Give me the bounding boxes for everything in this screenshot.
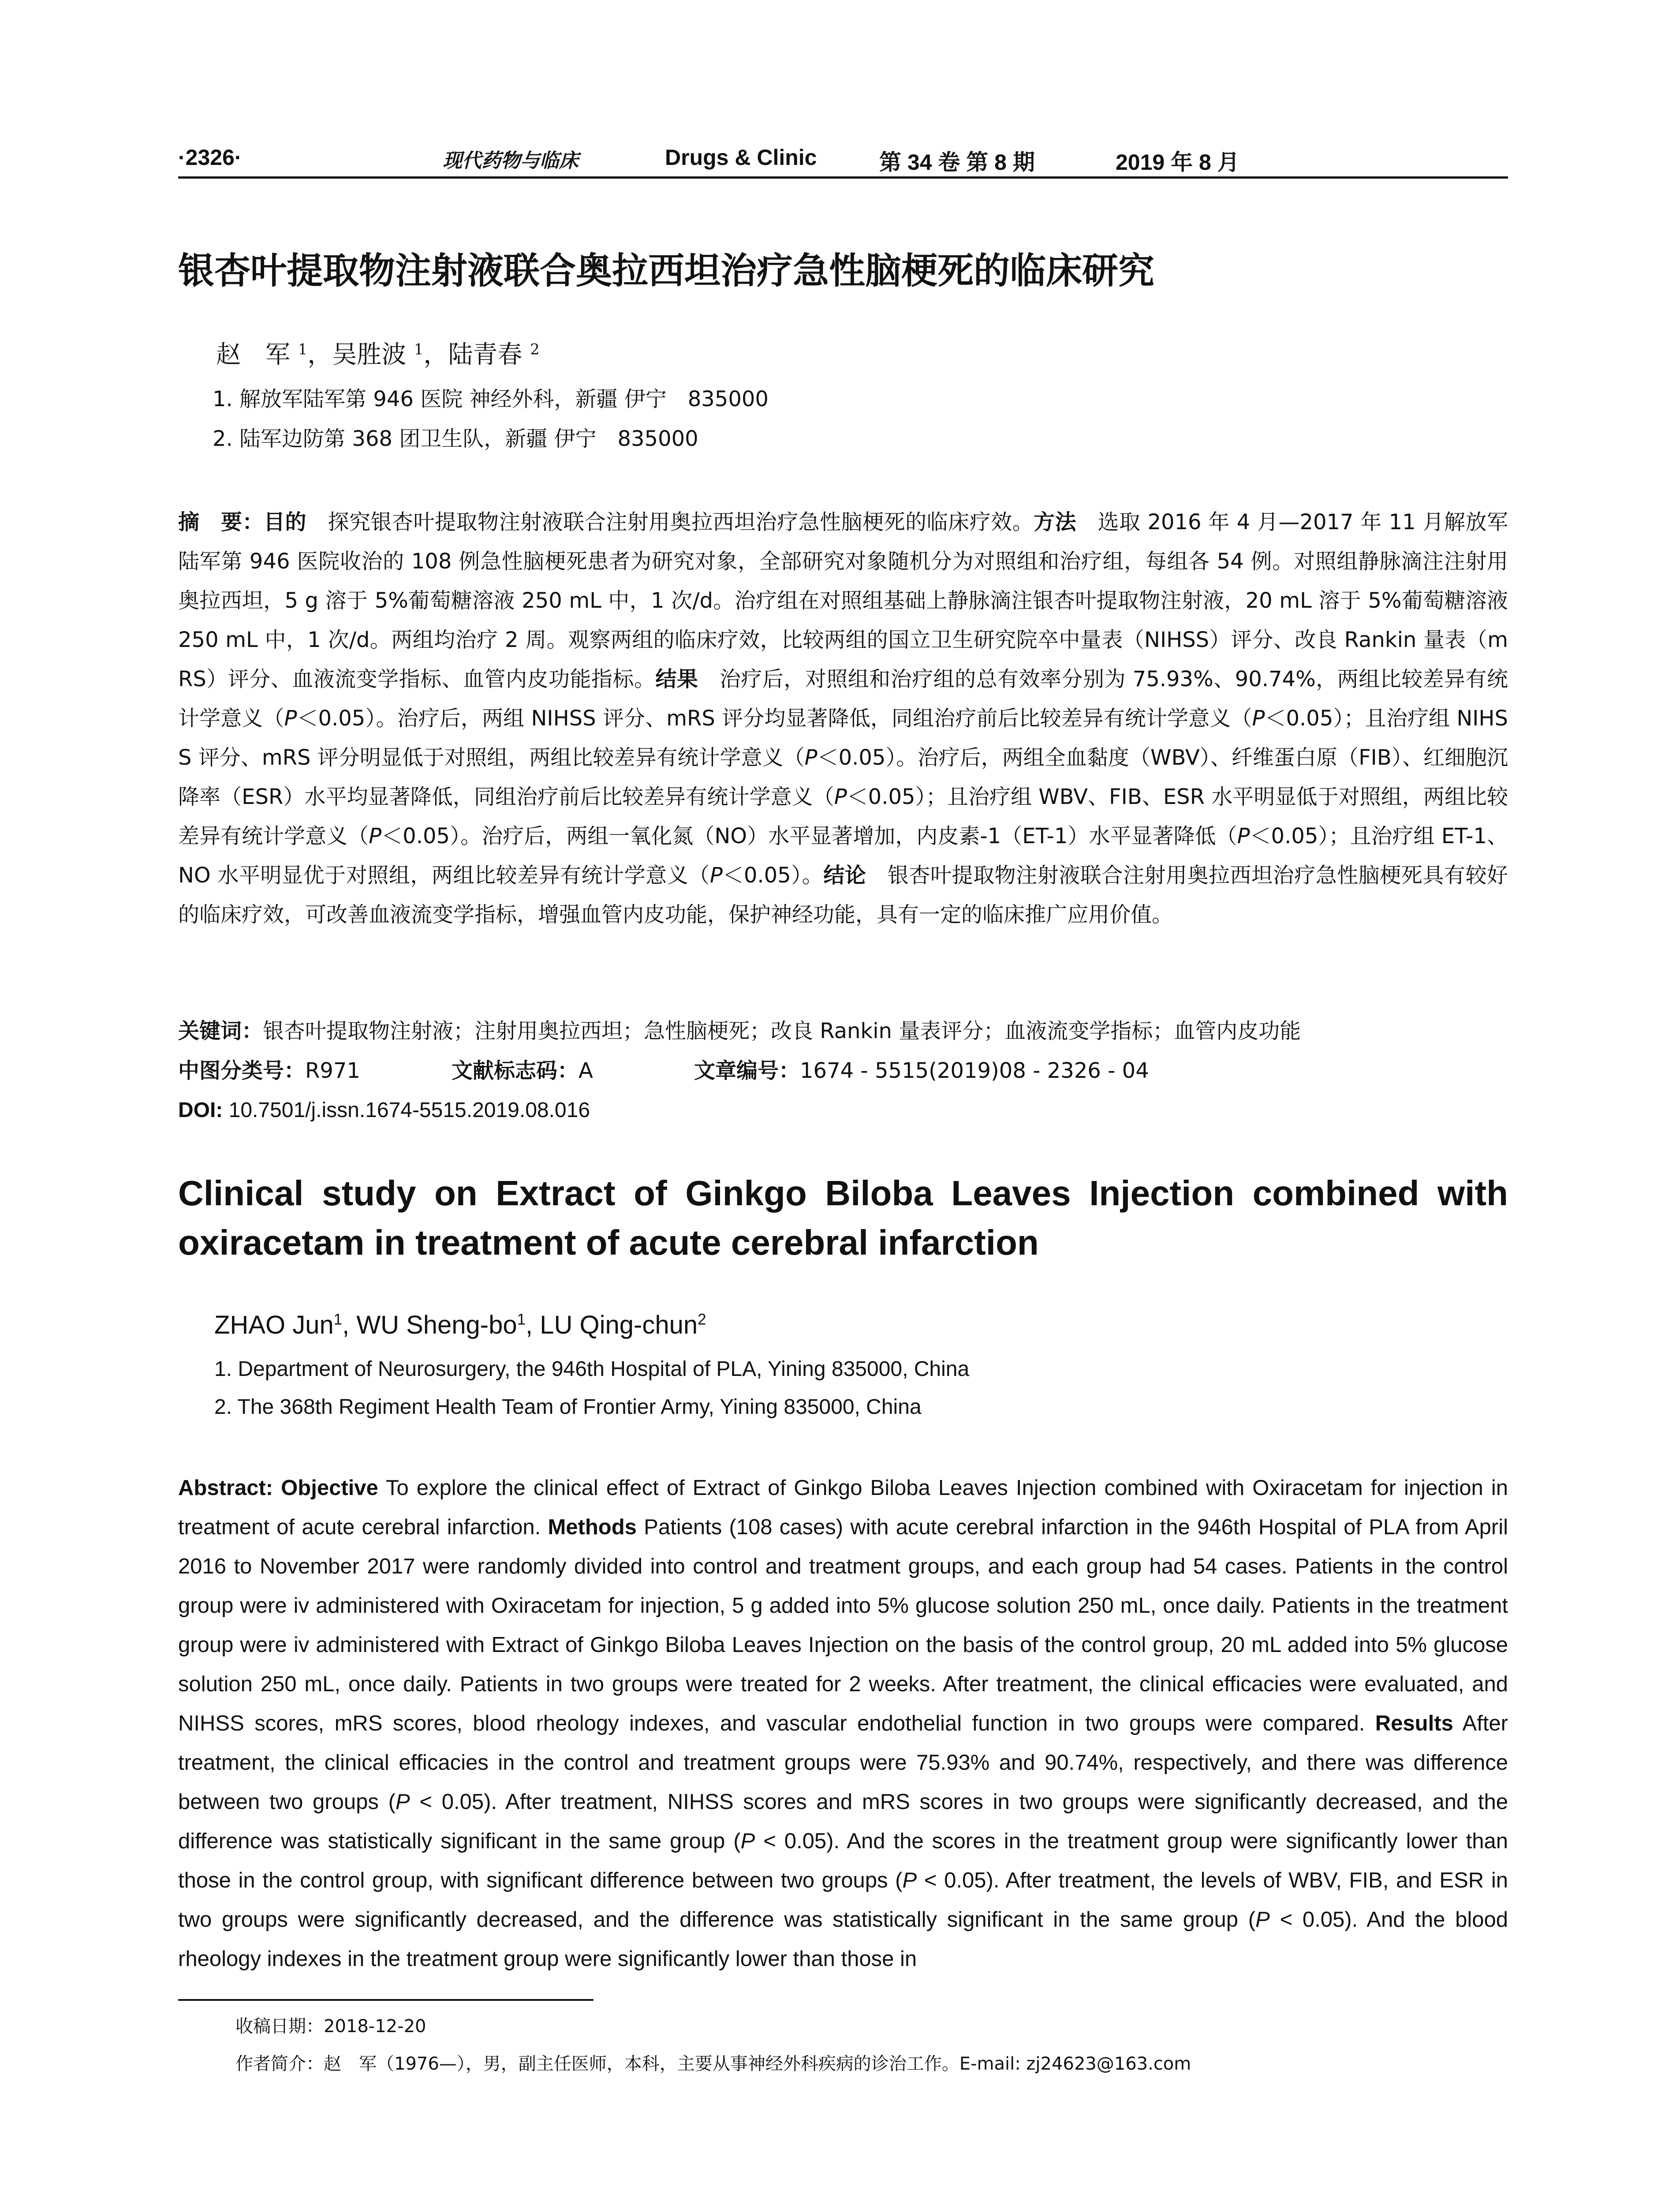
conclusion-text: 银杏叶提取物注射液联合注射用奥拉西坦治疗急性脑梗死具有较好的临床疗效，可改善血液流变学指标，增强血管内皮功能，保护神经功能，具有一定的临床推广应用价值。 (178, 863, 1508, 927)
document-code-value: A (579, 1058, 593, 1083)
author-name: 赵 军 (216, 340, 290, 369)
p-value-symbol: P (395, 1790, 410, 1814)
p-value-symbol: P (902, 1869, 917, 1892)
author-name: LU Qing-chun (540, 1311, 698, 1339)
p-value-symbol: P (1237, 824, 1250, 848)
journal-name-en: Drugs & Clinic (665, 145, 817, 170)
results-text: < 0.05). After treatment, NIHSS scores and mRS scores in two groups were significantly decreased, and the difference was statistically significant in the same group ( (178, 1790, 1508, 1853)
journal-name-cn: 现代药物与临床 (443, 149, 579, 172)
doi-value: 10.7501/j.issn.1674-5515.2019.08.016 (223, 1099, 590, 1122)
affiliation-cn-2: 2. 陆军边防第 368 团卫生队，新疆 伊宁 835000 (213, 426, 698, 451)
author-bio (235, 2051, 1505, 2077)
results-text: ＜0.05）；且治疗组 NIHSS 评分、mRS 评分明显低于对照组，两组比较差异有统计学意义（ (178, 706, 1508, 770)
footnote-rule (178, 1999, 594, 2001)
affiliation-en-1: 1. Department of Neurosurgery, the 946th Hospital of PLA, Yining 835000, China (214, 1357, 970, 1381)
authors-en (214, 1308, 1493, 1343)
clc-label: 中图分类号： (178, 1058, 306, 1083)
methods-label: Methods (548, 1515, 637, 1539)
title-cn: 银杏叶提取物注射液联合奥拉西坦治疗急性脑梗死的临床研究 (178, 250, 1155, 292)
author-affil-mark: 2 (698, 1311, 706, 1328)
abstract-label: Abstract: (178, 1476, 281, 1500)
received-value: 2018-12-20 (324, 2016, 426, 2037)
issue-date: 2019 年 8 月 (1116, 150, 1239, 175)
abstract-en (178, 1469, 1508, 1979)
keywords-text: 银杏叶提取物注射液；注射用奥拉西坦；急性脑梗死；改良 Rankin 量表评分；血液流变学指标；血管内皮功能 (263, 1019, 1301, 1043)
results-text: < 0.05). And the blood rheology indexes in the treatment group were significantly lower than those in (178, 1908, 1508, 1971)
article-number-label: 文章编号： (694, 1058, 800, 1083)
author-bio-text: 赵 军（1976—），男，副主任医师，本科，主要从事神经外科疾病的诊治工作。E-mail: zj24623@163.com (324, 2054, 1191, 2074)
author-name: 吴胜波 (332, 340, 407, 369)
keywords-label: 关键词： (178, 1019, 263, 1043)
author-name: ZHAO Jun (214, 1311, 334, 1339)
doi-line (178, 1095, 1508, 1126)
p-value-symbol: P (369, 824, 382, 848)
keywords-cn (178, 1016, 1508, 1046)
author-bio-label: 作者简介： (235, 2054, 324, 2074)
author-affil-mark: 1 (298, 340, 308, 358)
document-code-label: 文献标志码： (452, 1058, 579, 1083)
author-separator: ， (307, 340, 332, 369)
p-value-symbol: P (1252, 706, 1265, 731)
conclusion-label: 结论 (823, 863, 866, 888)
authors-cn (216, 337, 1495, 373)
abstract-cn (178, 503, 1508, 934)
clc-number (178, 1055, 360, 1086)
author-name: 陆青春 (448, 340, 523, 369)
author-separator: , (342, 1311, 357, 1339)
doi-label: DOI: (178, 1099, 223, 1122)
article-number (694, 1055, 1149, 1086)
p-value-symbol: P (804, 745, 818, 770)
results-text: < 0.05). After treatment, the levels of WBV, FIB, and ESR in two groups were significantly decreased, and the difference was statistically significant in the same group ( (178, 1869, 1508, 1932)
results-text: ＜0.05）；且治疗组 ET-1、NO 水平明显优于对照组，两组比较差异有统计学意义（ (178, 824, 1508, 888)
p-value-symbol: P (740, 1829, 755, 1853)
results-text: After treatment, the clinical efficacies in the control and treatment groups were 75.93% and 90.74%, respectively, and there was difference between two groups ( (178, 1712, 1508, 1814)
page-number: ·2326· (178, 145, 242, 170)
methods-label: 方法 (1034, 510, 1077, 534)
author-affil-mark: 1 (414, 340, 424, 358)
results-text: < 0.05). And the scores in the treatment group were significantly lower than those in the control group, with significant difference between two groups ( (178, 1829, 1508, 1892)
author-name: WU Sheng-bo (356, 1311, 517, 1339)
p-value-symbol: P (284, 706, 297, 731)
running-header (178, 140, 1508, 180)
author-separator: , (526, 1311, 540, 1339)
document-code (452, 1055, 593, 1086)
article-number-value: 1674 - 5515(2019)08 - 2326 - 04 (800, 1058, 1149, 1083)
objective-text: 探究银杏叶提取物注射液联合注射用奥拉西坦治疗急性脑梗死的临床疗效。 (306, 510, 1034, 534)
p-value-symbol: P (834, 785, 847, 809)
results-text: ＜0.05）。治疗后，两组 NIHSS 评分、mRS 评分均显著降低，同组治疗前后比较差异有统计学意义（ (297, 706, 1252, 731)
methods-text: 选取 2016 年 4 月—2017 年 11 月解放军陆军第 946 医院收治的 108 例急性脑梗死患者为研究对象，全部研究对象随机分为对照组和治疗组，每组各 54 例。对照组静脉滴注注射用奥拉西坦，5 g 溶于 5%葡萄糖溶液 250 mL 中，1 次/d。治疗组在对照组基础上静脉滴注银杏叶提取物注射液，20 mL 溶于 5%葡萄糖溶液 250 mL 中，1 次/d。两组均治疗 2 周。观察两组的临床疗效，比较两组的国立卫生研究院卒中量表（NIHSS）评分、改良 Rankin 量表（mRS）评分、血液流变学指标、血管内皮功能指标。 (178, 510, 1508, 691)
objective-text: To explore the clinical effect of Extract of Ginkgo Biloba Leaves Injection combined with Oxiracetam for injection in treatment of acute cerebral infarction. (178, 1476, 1508, 1539)
volume-issue: 第 34 卷 第 8 期 (879, 150, 1035, 175)
affiliation-en-2: 2. The 368th Regiment Health Team of Frontier Army, Yining 835000, China (214, 1395, 922, 1419)
clc-value: R971 (305, 1058, 360, 1083)
results-text: ＜0.05）。治疗后，两组全血黏度（WBV）、纤维蛋白原（FIB）、红细胞沉降率（ESR）水平均显著降低，同组治疗前后比较差异有统计学意义（ (178, 745, 1508, 809)
results-text: ＜0.05）；且治疗组 WBV、FIB、ESR 水平明显低于对照组，两组比较差异有统计学意义（ (178, 785, 1508, 848)
objective-label: Objective (281, 1476, 378, 1500)
p-value-symbol: P (709, 863, 723, 888)
author-affil-mark: 1 (517, 1311, 526, 1328)
p-value-symbol: P (1255, 1908, 1270, 1932)
objective-label: 目的 (264, 510, 307, 534)
author-affil-mark: 1 (333, 1311, 343, 1328)
affiliation-cn-1: 1. 解放军陆军第 946 医院 神经外科，新疆 伊宁 835000 (213, 387, 769, 411)
title-en: Clinical study on Extract of Ginkgo Biloba Leaves Injection combined with oxiracetam in treatment of acute cerebral infarction (178, 1174, 1508, 1262)
received-date (235, 2013, 1505, 2040)
author-separator: ， (423, 340, 448, 369)
results-text: 治疗后，对照组和治疗组的总有效率分别为 75.93%、90.74%，两组比较差异有统计学意义（ (178, 667, 1508, 731)
abstract-label: 摘 要： (178, 510, 264, 534)
results-label: Results (1375, 1712, 1453, 1735)
results-label: 结果 (655, 667, 698, 691)
author-affil-mark: 2 (530, 340, 540, 358)
methods-text: Patients (108 cases) with acute cerebral infarction in the 946th Hospital of PLA from April 2016 to November 2017 were randomly divided into control and treatment groups, and each group had 54 cases. Patients in the control group were iv administered with Oxiracetam for injection, 5 g added into 5% glucose solution 250 mL, once daily. Patients in the treatment group were iv administered with Extract of Ginkgo Biloba Leaves Injection on the basis of the control group, 20 mL added into 5% glucose solution 250 mL, once daily. Patients in two groups were treated for 2 weeks. After treatment, the clinical efficacies were evaluated, and NIHSS scores, mRS scores, blood rheology indexes, and vascular endothelial function in two groups were compared. (178, 1515, 1508, 1735)
received-label: 收稿日期： (235, 2016, 324, 2037)
results-text: ＜0.05）。治疗后，两组一氧化氮（NO）水平显著增加，内皮素-1（ET-1）水平显著降低（ (381, 824, 1237, 848)
results-text: ＜0.05）。 (722, 863, 824, 888)
header-rule (178, 176, 1508, 179)
